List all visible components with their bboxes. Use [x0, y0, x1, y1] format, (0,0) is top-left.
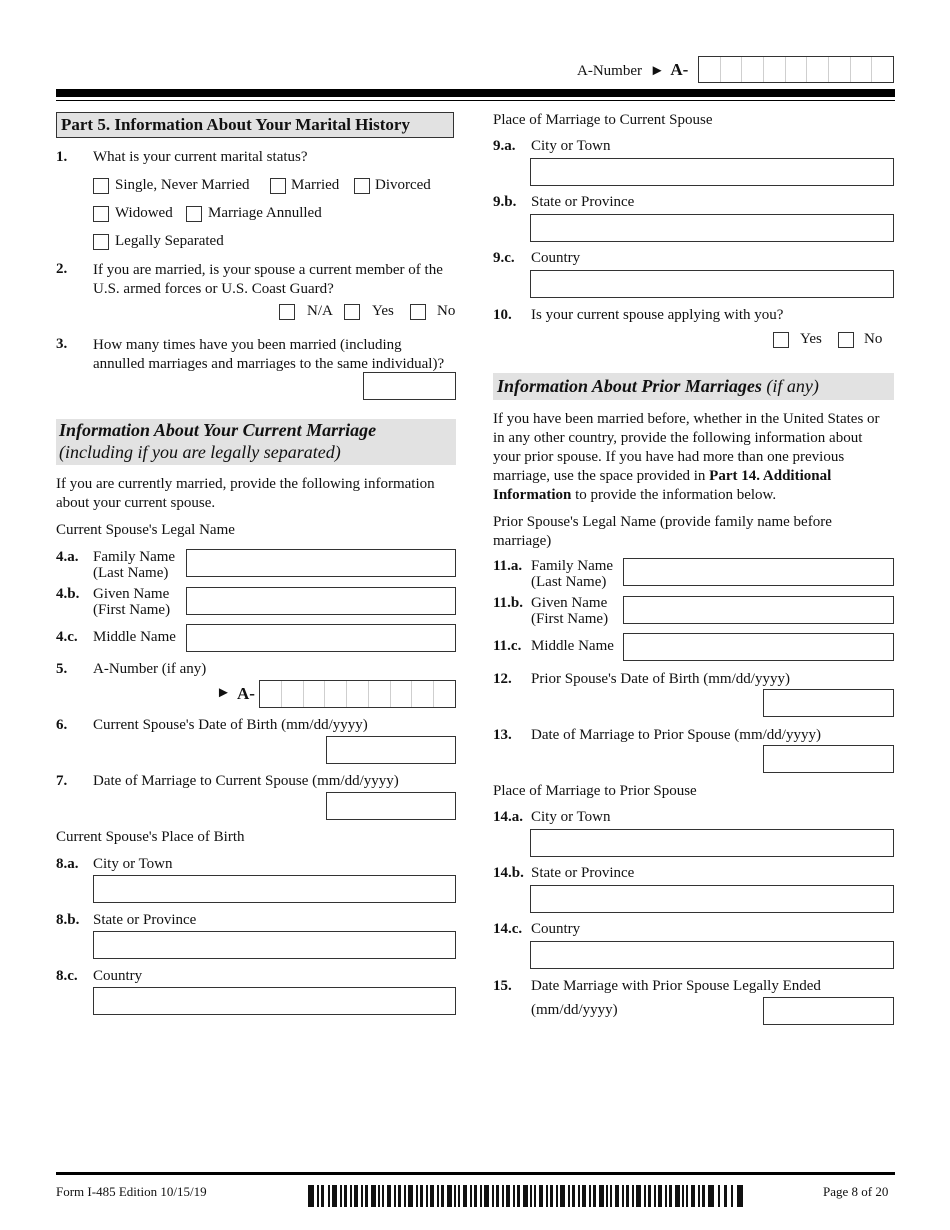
- prior-dob-input[interactable]: [763, 689, 894, 717]
- prior-intro-line2: in any other country, provide the following information about: [493, 430, 863, 446]
- q10-no-label: No: [864, 331, 883, 347]
- q5-arrow-icon: ►: [216, 685, 231, 701]
- prior-legal-line1: Prior Spouse's Legal Name (provide family name before: [493, 514, 832, 530]
- q11c-label: Middle Name: [531, 638, 614, 654]
- widowed-checkbox[interactable]: [93, 206, 109, 222]
- current-legal-name-label: Current Spouse's Legal Name: [56, 522, 235, 538]
- q13-number: 13.: [493, 727, 512, 743]
- q4a-label: Family Name (Last Name): [93, 549, 176, 581]
- q10-no-checkbox[interactable]: [838, 332, 854, 348]
- q3-text-line2: annulled marriages and marriages to the same individual)?: [93, 356, 445, 372]
- q2-yes-checkbox[interactable]: [344, 304, 360, 320]
- married-checkbox[interactable]: [270, 178, 286, 194]
- marriage-city-input[interactable]: [530, 158, 894, 186]
- current-intro-line2: about your current spouse.: [56, 495, 216, 511]
- q9b-number: 9.b.: [493, 194, 517, 210]
- q8c-label: Country: [93, 968, 143, 984]
- q11a-number: 11.a.: [493, 558, 523, 574]
- q2-text-line2: U.S. armed forces or U.S. Coast Guard?: [93, 281, 334, 297]
- current-family-name-input[interactable]: [186, 549, 456, 577]
- q8a-label: City or Town: [93, 856, 173, 872]
- q2-na-checkbox[interactable]: [279, 304, 295, 320]
- q5-number: 5.: [56, 661, 68, 677]
- q4a-number: 4.a.: [56, 549, 79, 565]
- header-rule: [56, 89, 895, 97]
- place-current-label: Place of Marriage to Current Spouse: [493, 112, 713, 128]
- q9a-number: 9.a.: [493, 138, 516, 154]
- q9b-label: State or Province: [531, 194, 635, 210]
- q15-label-line2: (mm/dd/yyyy): [531, 1002, 618, 1018]
- q10-label: Is your current spouse applying with you?: [531, 307, 784, 323]
- prior-marriage-date-input[interactable]: [763, 745, 894, 773]
- spouse-dob-input[interactable]: [326, 736, 456, 764]
- q6-number: 6.: [56, 717, 68, 733]
- part-header: [56, 112, 454, 138]
- current-intro-line1: If you are currently married, provide the following information: [56, 476, 435, 492]
- prior-given-name-input[interactable]: [623, 596, 894, 624]
- q15-number: 15.: [493, 978, 512, 994]
- marriage-date-input[interactable]: [326, 792, 456, 820]
- q10-yes-checkbox[interactable]: [773, 332, 789, 348]
- q5-label: A-Number (if any): [93, 661, 207, 677]
- q5-prefix: A-: [237, 684, 255, 703]
- part-title: Part 5. Information About Your Marital History: [61, 115, 410, 134]
- q10-number: 10.: [493, 307, 512, 323]
- single-checkbox[interactable]: [93, 178, 109, 194]
- q4c-number: 4.c.: [56, 629, 78, 645]
- prior-heading: Information About Prior Marriages (if any): [497, 376, 819, 396]
- prior-middle-name-input[interactable]: [623, 633, 894, 661]
- q8b-label: State or Province: [93, 912, 197, 928]
- q2-number: 2.: [56, 261, 68, 277]
- current-heading-line1: Information About Your Current Marriage: [59, 420, 377, 440]
- widowed-label: Widowed: [115, 205, 173, 221]
- form-edition: Form I-485 Edition 10/15/19: [56, 1184, 207, 1199]
- q8b-number: 8.b.: [56, 912, 80, 928]
- q1-number: 1.: [56, 149, 68, 165]
- arrow-icon: ►: [649, 63, 665, 79]
- current-middle-name-input[interactable]: [186, 624, 456, 652]
- marriage-ended-date-input[interactable]: [763, 997, 894, 1025]
- q4c-label: Middle Name: [93, 629, 176, 645]
- q11c-number: 11.c.: [493, 638, 522, 654]
- prior-place-label: Place of Marriage to Prior Spouse: [493, 783, 697, 799]
- q14b-label: State or Province: [531, 865, 635, 881]
- q4b-number: 4.b.: [56, 586, 80, 602]
- q7-number: 7.: [56, 773, 68, 789]
- q15-label-line1: Date Marriage with Prior Spouse Legally Ended: [531, 978, 821, 994]
- q6-label: Current Spouse's Date of Birth (mm/dd/yyyy): [93, 717, 368, 733]
- q2-no-label: No: [437, 303, 456, 319]
- annulled-label: Marriage Annulled: [208, 205, 322, 221]
- q11b-label: Given Name (First Name): [531, 595, 609, 627]
- q14b-number: 14.b.: [493, 865, 524, 881]
- birth-city-input[interactable]: [93, 875, 456, 903]
- q11a-label: Family Name (Last Name): [531, 558, 614, 590]
- marriage-country-input[interactable]: [530, 270, 894, 298]
- prior-marriage-state-input[interactable]: [530, 885, 894, 913]
- prior-legal-line2: marriage): [493, 533, 552, 549]
- birth-place-label: Current Spouse's Place of Birth: [56, 829, 245, 845]
- birth-country-input[interactable]: [93, 987, 456, 1015]
- q12-label: Prior Spouse's Date of Birth (mm/dd/yyyy): [531, 671, 790, 687]
- header-anumber-input[interactable]: [698, 56, 894, 83]
- q2-text-line1: If you are married, is your spouse a current member of the: [93, 262, 443, 278]
- q9c-number: 9.c.: [493, 250, 515, 266]
- q8a-number: 8.a.: [56, 856, 79, 872]
- prior-intro-line5: Information to provide the information below.: [493, 487, 777, 503]
- separated-checkbox[interactable]: [93, 234, 109, 250]
- q3-text-line1: How many times have you been married (including: [93, 337, 402, 353]
- q14c-number: 14.c.: [493, 921, 523, 937]
- q7-label: Date of Marriage to Current Spouse (mm/dd/yyyy): [93, 773, 399, 789]
- current-heading-line2: (including if you are legally separated): [59, 442, 341, 462]
- q12-number: 12.: [493, 671, 512, 687]
- q11b-number: 11.b.: [493, 595, 524, 611]
- q14a-label: City or Town: [531, 809, 611, 825]
- q9a-label: City or Town: [531, 138, 611, 154]
- prior-intro-line1: If you have been married before, whether in the United States or: [493, 411, 880, 427]
- times-married-input[interactable]: [363, 372, 456, 400]
- q4b-label: Given Name (First Name): [93, 586, 171, 618]
- footer-rule: [56, 1172, 895, 1175]
- q2-na-label: N/A: [307, 303, 333, 319]
- q14c-label: Country: [531, 921, 581, 937]
- anumber-label: A-Number ► A-: [577, 60, 689, 79]
- q9c-label: Country: [531, 250, 581, 266]
- q3-number: 3.: [56, 336, 68, 352]
- spouse-anumber-input[interactable]: [259, 680, 456, 708]
- prior-intro-line3: your prior spouse. If you have had more than one previous: [493, 449, 845, 465]
- separated-label: Legally Separated: [115, 233, 224, 249]
- prior-family-name-input[interactable]: [623, 558, 894, 586]
- divorced-label: Divorced: [375, 177, 431, 193]
- current-given-name-input[interactable]: [186, 587, 456, 615]
- q14a-number: 14.a.: [493, 809, 523, 825]
- q10-yes-label: Yes: [800, 331, 822, 347]
- q13-label: Date of Marriage to Prior Spouse (mm/dd/yyyy): [531, 727, 821, 743]
- married-label: Married: [291, 177, 340, 193]
- q2-no-checkbox[interactable]: [410, 304, 426, 320]
- header-rule-thin: [56, 100, 895, 101]
- divorced-checkbox[interactable]: [354, 178, 370, 194]
- prior-intro-line4: marriage, use the space provided in Part 14. Additional: [493, 468, 832, 484]
- marriage-state-input[interactable]: [530, 214, 894, 242]
- barcode-icon: [308, 1185, 744, 1207]
- single-label: Single, Never Married: [115, 177, 250, 193]
- q2-yes-label: Yes: [372, 303, 394, 319]
- birth-state-input[interactable]: [93, 931, 456, 959]
- page-number: Page 8 of 20: [823, 1184, 889, 1199]
- prior-marriage-city-input[interactable]: [530, 829, 894, 857]
- q8c-number: 8.c.: [56, 968, 78, 984]
- prior-marriage-country-input[interactable]: [530, 941, 894, 969]
- q1-text: What is your current marital status?: [93, 149, 308, 165]
- annulled-checkbox[interactable]: [186, 206, 202, 222]
